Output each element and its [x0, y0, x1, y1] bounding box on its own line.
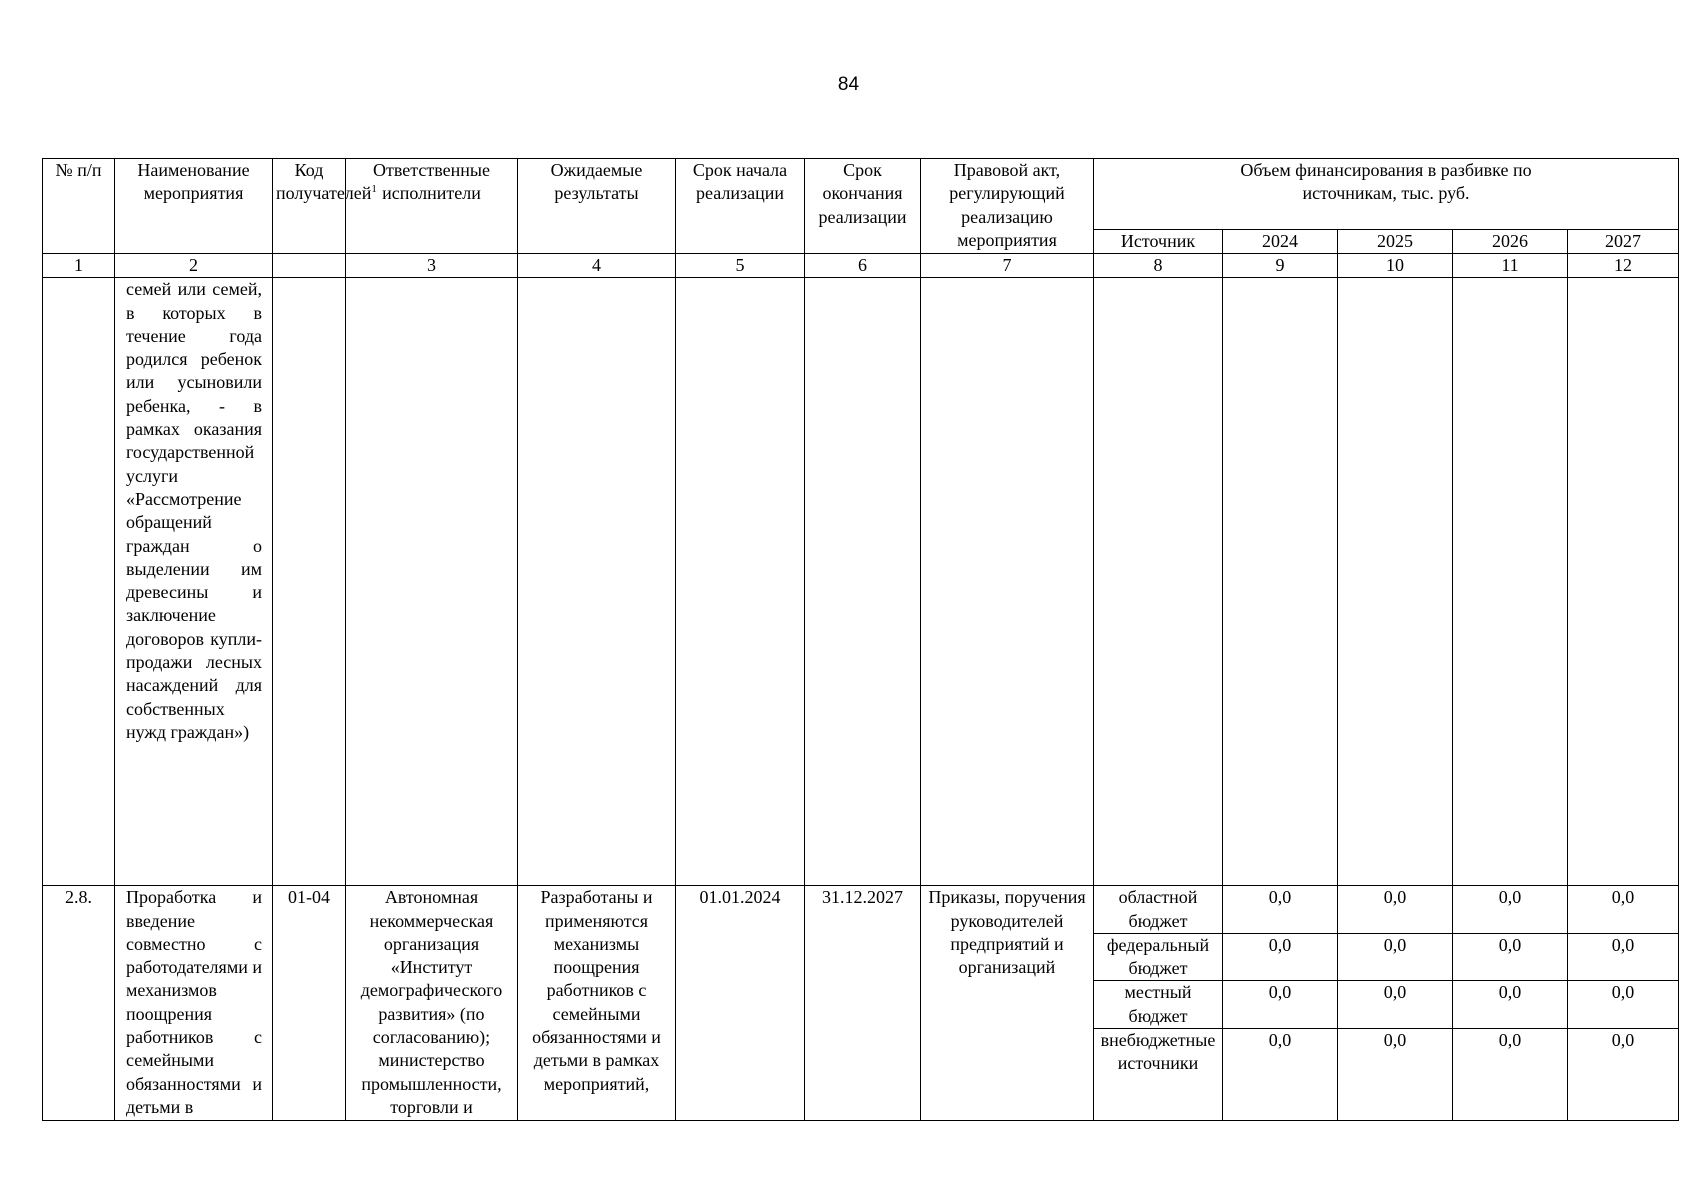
- header-funding: Объем финансирования в разбивке по источникам, тыс. руб.: [1094, 159, 1679, 230]
- funding-amount: 0,0: [1338, 886, 1453, 934]
- column-number: 6: [805, 254, 921, 278]
- column-number: 5: [676, 254, 805, 278]
- page-number: 84: [837, 74, 860, 95]
- header-code-footnote: 1: [371, 183, 377, 196]
- funding-amount: 0,0: [1223, 981, 1338, 1029]
- funding-amount: 0,0: [1568, 933, 1679, 981]
- header-responsible: Ответственные исполнители: [346, 159, 518, 254]
- row-number: 2.8.: [43, 886, 115, 1121]
- column-numbers-row: [43, 254, 1679, 278]
- column-number: 11: [1453, 254, 1568, 278]
- header-no: № п/п: [43, 159, 115, 254]
- header-year-2026: 2026: [1453, 230, 1568, 254]
- funding-amount: 0,0: [1338, 933, 1453, 981]
- column-number: 10: [1338, 254, 1453, 278]
- funding-amount: 0,0: [1453, 933, 1568, 981]
- funding-amount: 0,0: [1223, 933, 1338, 981]
- row-legal-act: Приказы, поручения руководителей предприятий и организаций: [921, 886, 1094, 1121]
- header-name: Наименование мероприятия: [115, 159, 273, 254]
- column-number: 12: [1568, 254, 1679, 278]
- header-year-2025: 2025: [1338, 230, 1453, 254]
- funding-amount: 0,0: [1568, 1029, 1679, 1121]
- funding-amount: 0,0: [1223, 886, 1338, 934]
- continuation-row: [43, 278, 1679, 886]
- column-number: 2: [115, 254, 273, 278]
- header-legal: Правовой акт, регулирующий реализацию мероприятия: [921, 159, 1094, 254]
- row-start-date: 01.01.2024: [676, 886, 805, 1121]
- header-year-2027: 2027: [1568, 230, 1679, 254]
- row-responsible: Автономная некоммерческая организация «Институт демографического развития» (по согласованию); министерство промышленности, торговли и: [346, 886, 518, 1121]
- header-start: Срок начала реализации: [676, 159, 805, 254]
- funding-amount: 0,0: [1223, 1029, 1338, 1121]
- funding-source: местный бюджет: [1094, 981, 1223, 1029]
- funding-source: областной бюджет: [1094, 886, 1223, 934]
- header-source: Источник: [1094, 230, 1223, 254]
- funding-amount: 0,0: [1338, 1029, 1453, 1121]
- column-number: 7: [921, 254, 1094, 278]
- column-number: 4: [518, 254, 676, 278]
- activities-table: [42, 158, 1679, 1121]
- row-code: 01-04: [273, 886, 346, 1121]
- header-code-text: Код получателей: [276, 160, 372, 204]
- row-end-date: 31.12.2027: [805, 886, 921, 1121]
- funding-source: внебюджетные источники: [1094, 1029, 1223, 1121]
- funding-amount: 0,0: [1338, 981, 1453, 1029]
- header-end: Срок окончания реализации: [805, 159, 921, 254]
- column-number: 1: [43, 254, 115, 278]
- header-row-main: [43, 159, 1679, 230]
- funding-source: федеральный бюджет: [1094, 933, 1223, 981]
- row-results: Разработаны и применяются механизмы поощрения работников с семейными обязанностями и детьми в рамках мероприятий,: [518, 886, 676, 1121]
- funding-amount: 0,0: [1453, 886, 1568, 934]
- funding-amount: 0,0: [1568, 981, 1679, 1029]
- header-results: Ожидаемые результаты: [518, 159, 676, 254]
- header-code: [273, 159, 377, 254]
- funding-amount: 0,0: [1568, 886, 1679, 934]
- header-year-2024: 2024: [1223, 230, 1338, 254]
- table-row-2-8: [43, 886, 1679, 934]
- row-name: Проработка и введение совместно с работодателями и механизмов поощрения работников с семейными обязанностями и детьми в: [115, 886, 273, 1121]
- column-number: 8: [1094, 254, 1223, 278]
- column-number: [273, 254, 346, 278]
- funding-amount: 0,0: [1453, 981, 1568, 1029]
- column-number: 9: [1223, 254, 1338, 278]
- funding-amount: 0,0: [1453, 1029, 1568, 1121]
- column-number: 3: [346, 254, 518, 278]
- continuation-name: семей или семей, в которых в течение года родился ребенок или усыновили ребенка, - в рамках оказания государственной услуги «Рассмотрение обращений граждан о выделении им древесины и заключение договоров купли-продажи лесных насаждений для собственных нужд граждан»): [115, 278, 273, 886]
